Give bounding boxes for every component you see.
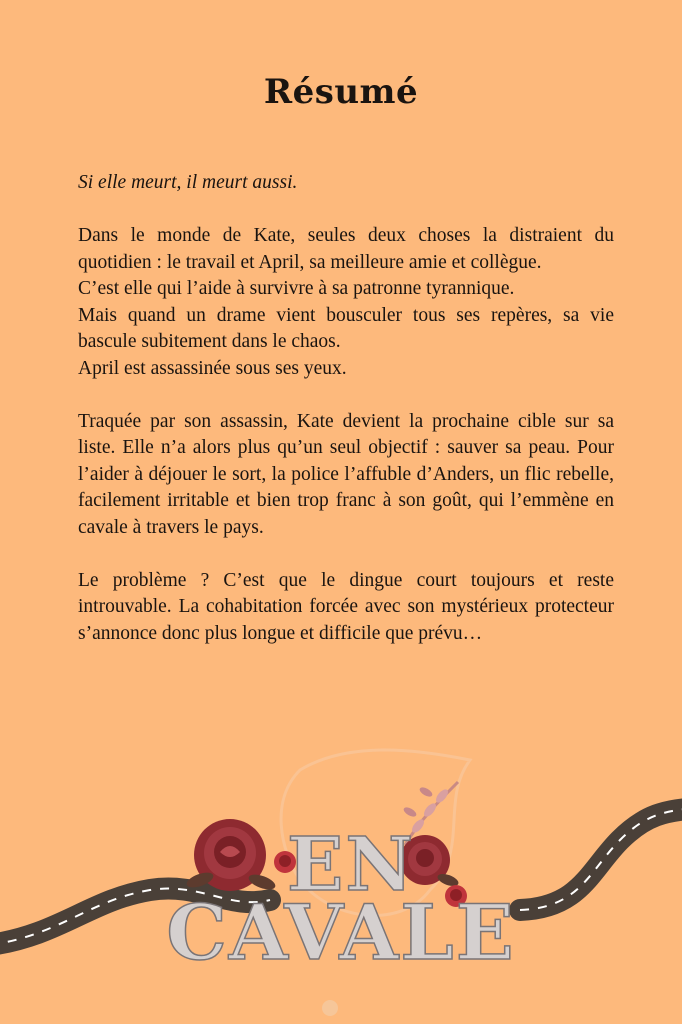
page-title: Résumé xyxy=(263,72,419,112)
logo-word-cavale: CAVALE xyxy=(166,888,516,977)
paragraph-1-line-2: C’est elle qui l’aide à survivre à sa patronne tyrannique. xyxy=(78,278,515,299)
paragraph-2: Traquée par son assassin, Kate devient la prochaine cible sur sa liste. Elle n’a alors plus qu’un seul objectif : sauver sa peau. Pour l’aider à déjouer le sort, la police l’affuble d’Anders, un flic rebelle, facilement irritable et bien trop franc à son goût, qui l’emmène en cavale à travers le pays. xyxy=(78,410,614,538)
en-cavale-logo xyxy=(0,740,682,1024)
paragraph-3: Le problème ? C’est que le dingue court toujours et reste introuvable. La cohabitation forcée avec son mystérieux protecteur s’annonce donc plus longue et difficile que prévu… xyxy=(78,569,614,644)
paragraph-1-line-1: Dans le monde de Kate, seules deux choses la distraient du quotidien : le travail et April, sa meilleure amie et collègue. xyxy=(78,225,614,273)
summary-text xyxy=(78,170,614,647)
paragraph-1 xyxy=(78,223,614,382)
paragraph-1-line-4: April est assassinée sous ses yeux. xyxy=(78,357,347,379)
paragraph-1-line-3: Mais quand un drame vient bousculer tous ses repères, sa vie bascule subitement dans le chaos. xyxy=(78,304,614,352)
logo-word-en: EN xyxy=(286,822,416,908)
tagline: Si elle meurt, il meurt aussi. xyxy=(78,172,298,193)
